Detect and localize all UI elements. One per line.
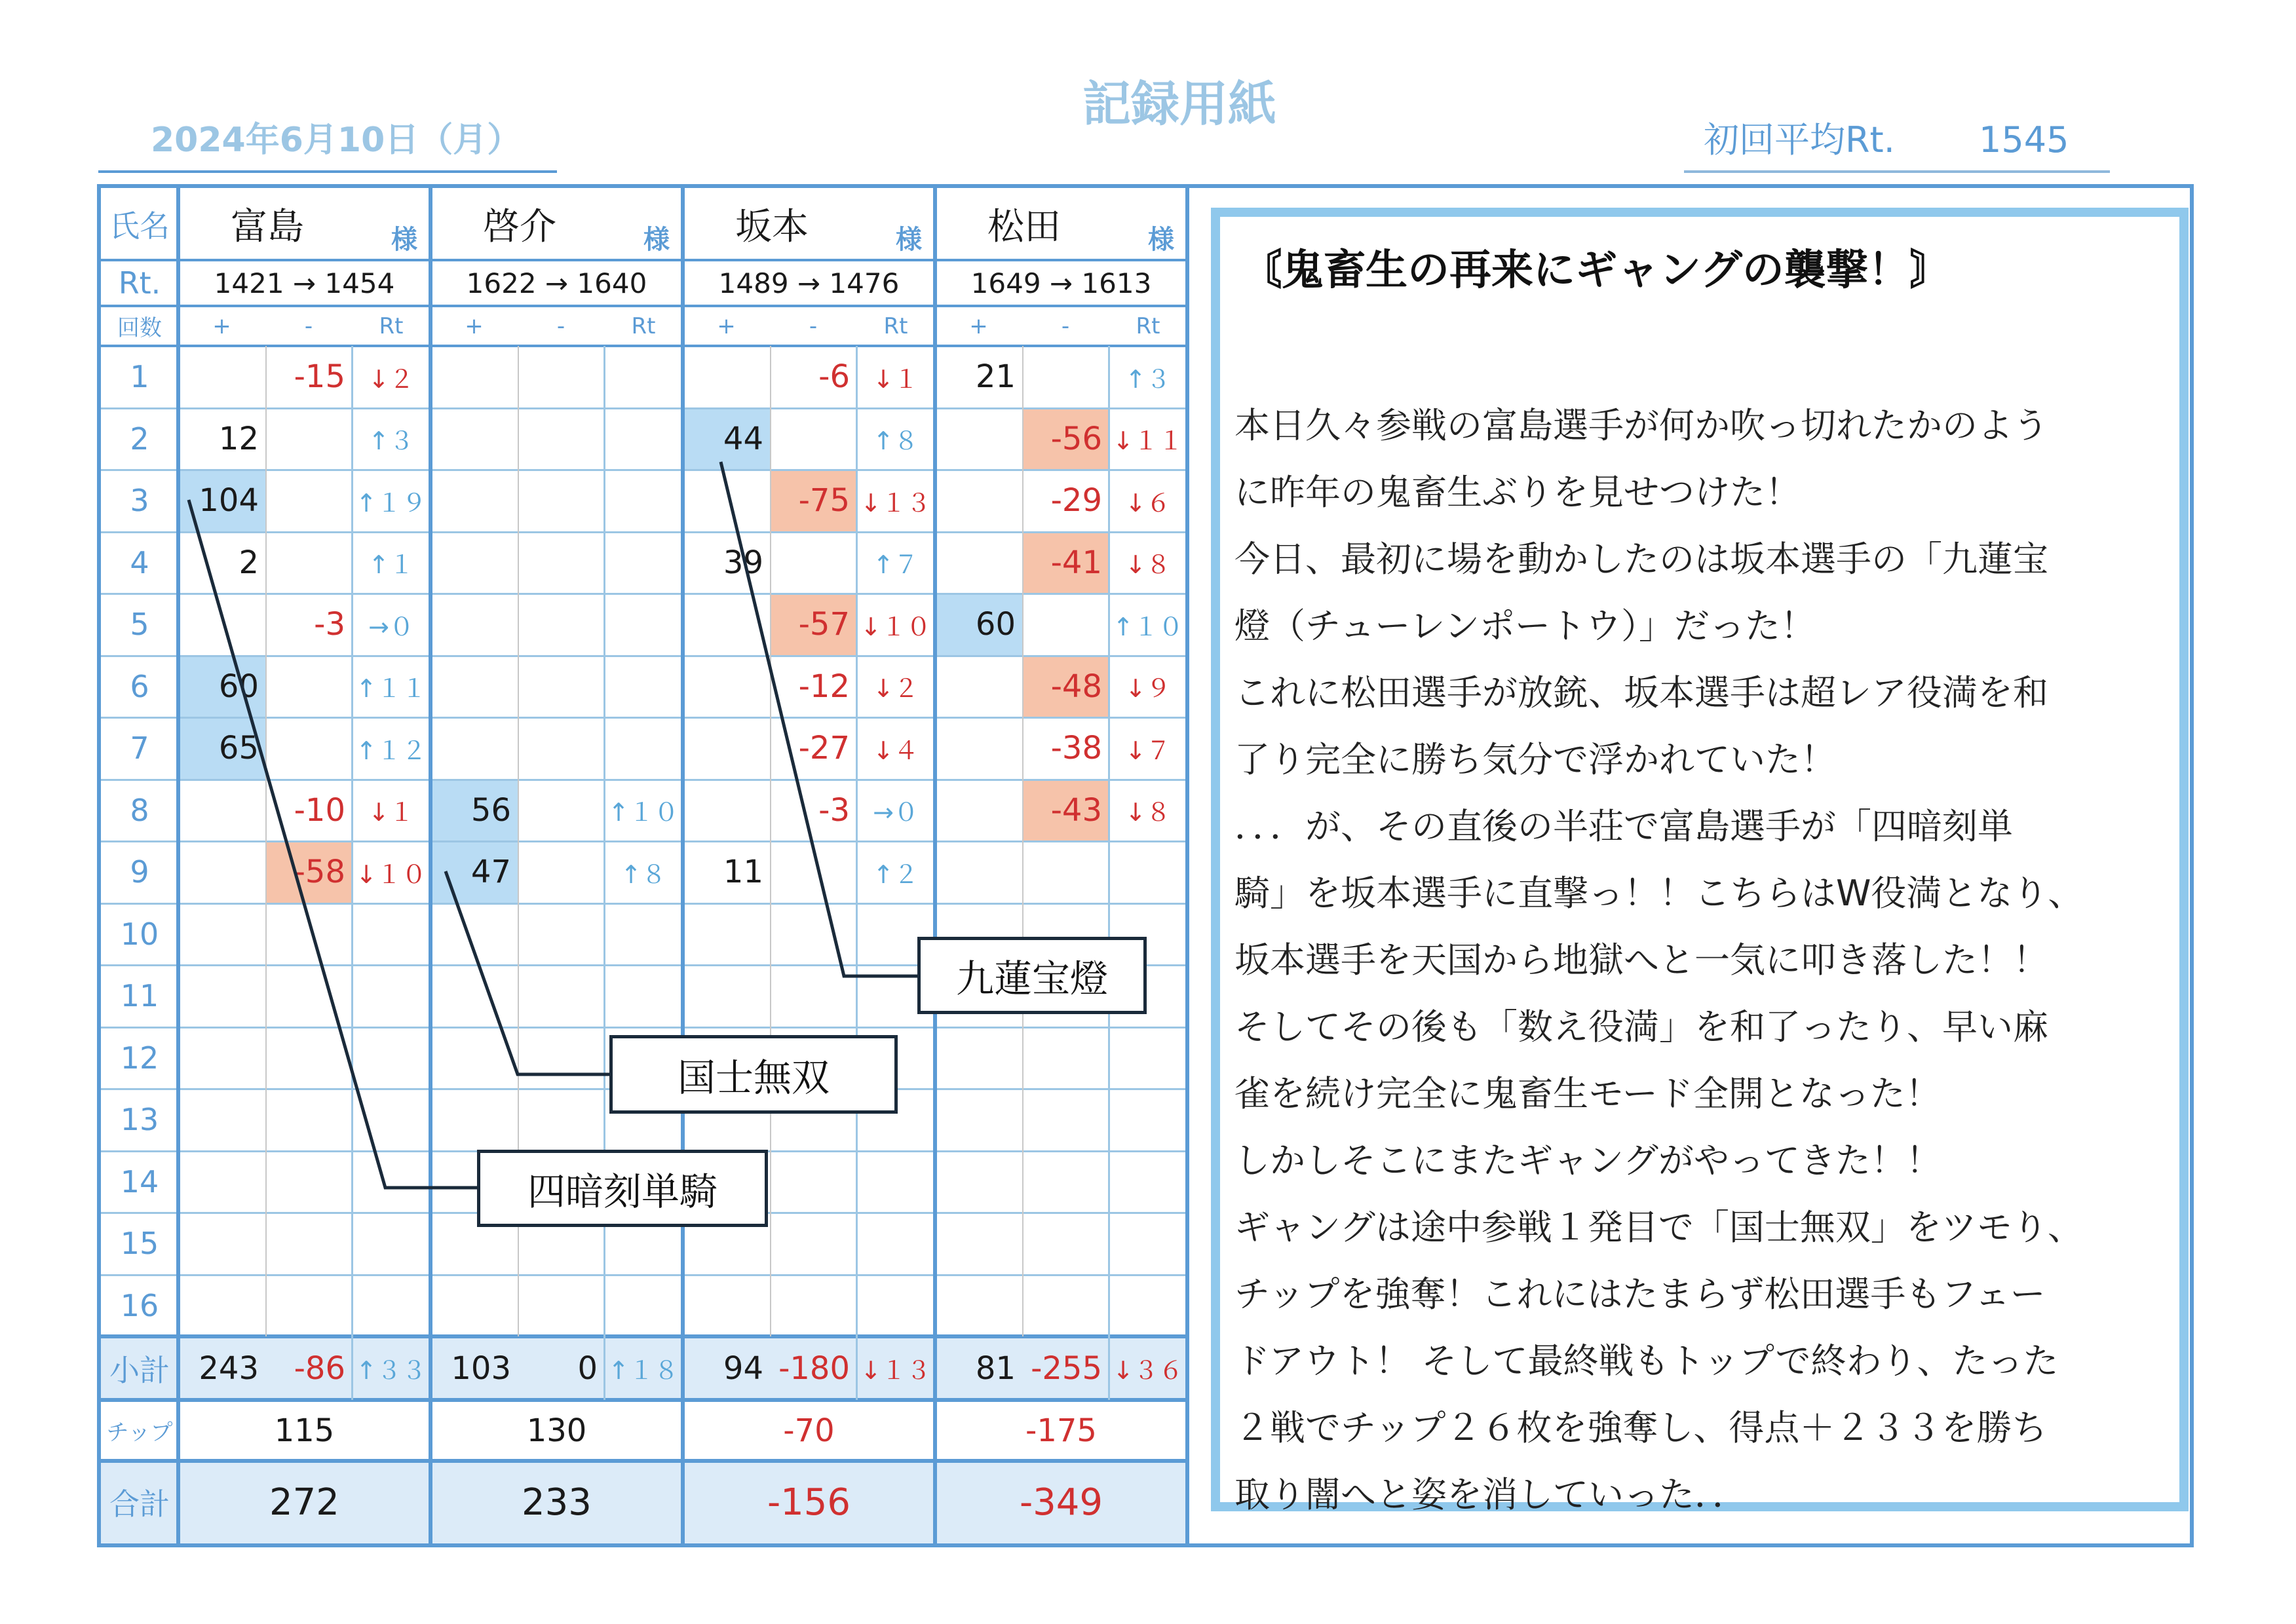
story-line: しかしそこにまたギャングがやってきた！！: [1234, 1140, 1942, 1181]
score-minus[interactable]: [770, 1213, 856, 1275]
rating-change: ↓８: [1125, 550, 1171, 580]
score-minus[interactable]: [518, 470, 604, 532]
story-line: 今日、最初に場を動かしたのは坂本選手の「九蓮宝: [1234, 538, 2048, 580]
subtotal-plus: 81: [935, 1336, 1022, 1400]
grid-line: [101, 305, 1189, 307]
grid-line: [101, 779, 1189, 781]
grid-line: [101, 717, 1189, 719]
grid-line: [351, 1336, 353, 1400]
grid-line: [856, 1336, 858, 1400]
rating-change: [604, 1275, 683, 1337]
score-minus[interactable]: [770, 903, 856, 966]
score-plus[interactable]: [935, 470, 1022, 532]
score-minus[interactable]: -3: [818, 791, 850, 829]
round-number: 8: [130, 792, 149, 828]
score-minus[interactable]: -29: [1050, 482, 1102, 519]
rating-change: ↑３: [1125, 364, 1171, 394]
grid-line: [101, 1398, 1189, 1402]
label-rating: Rt.: [118, 265, 161, 301]
round-number: 13: [120, 1102, 159, 1138]
label-name: 氏名: [109, 208, 170, 244]
story-panel: [1194, 200, 2192, 1538]
story-headline: 〘鬼畜生の再来にギャングの襲撃！〙: [1240, 246, 1952, 295]
rating-change: ↓６: [1125, 488, 1171, 518]
rating-change: [1109, 1089, 1187, 1151]
chip-value: -70: [783, 1412, 835, 1449]
rating-change: ↑１２: [356, 736, 427, 765]
rating-change: [352, 1089, 430, 1151]
score-minus[interactable]: [518, 841, 604, 903]
score-minus[interactable]: [518, 780, 604, 842]
grid-line: [265, 346, 267, 1336]
score-minus[interactable]: -15: [294, 358, 345, 396]
score-plus[interactable]: [430, 1027, 518, 1089]
score-plus[interactable]: [683, 346, 770, 408]
score-minus[interactable]: [265, 717, 352, 780]
grid-line: [681, 188, 685, 1543]
chip-value: 130: [526, 1412, 587, 1449]
score-plus[interactable]: 65: [178, 717, 265, 780]
score-minus[interactable]: -43: [1022, 780, 1109, 842]
rating-change: [1109, 1213, 1187, 1275]
honorific-sama: 様: [896, 224, 922, 255]
callout-suanko: 四暗刻単騎: [477, 1150, 768, 1227]
rating-change: ↑１０: [608, 798, 679, 827]
score-plus[interactable]: [178, 903, 265, 966]
grid-line: [101, 345, 1189, 347]
column-header-rtcol: Rt: [1136, 312, 1160, 339]
score-minus[interactable]: [265, 1027, 352, 1089]
chip-value: 115: [274, 1412, 335, 1449]
rating-change: [604, 656, 683, 718]
score-plus[interactable]: [178, 1027, 265, 1089]
subtotal-plus: 94: [683, 1336, 770, 1400]
score-plus[interactable]: [935, 656, 1022, 718]
score-plus[interactable]: [935, 717, 1022, 780]
player-rating: 1622 → 1640: [466, 267, 647, 299]
round-number: 7: [130, 730, 149, 766]
rating-change: [604, 965, 683, 1027]
score-plus[interactable]: [178, 841, 265, 903]
rating-change: ↓２: [873, 674, 919, 704]
score-minus[interactable]: [518, 1027, 604, 1089]
score-minus[interactable]: [265, 1213, 352, 1275]
rating-change: [604, 470, 683, 532]
score-minus[interactable]: [265, 408, 352, 470]
score-plus[interactable]: 11: [723, 854, 763, 891]
label-chip: チップ: [106, 1420, 173, 1446]
player-rating: 1649 → 1613: [970, 267, 1152, 299]
rating-change: ↑２: [873, 859, 919, 889]
rating-change: [1109, 841, 1187, 903]
score-plus[interactable]: [683, 965, 770, 1027]
round-number: 9: [130, 854, 149, 890]
grid-line: [856, 346, 858, 1336]
score-plus[interactable]: 104: [178, 470, 265, 532]
score-minus[interactable]: -58: [265, 841, 352, 903]
chip-value: -175: [1025, 1412, 1097, 1449]
score-plus[interactable]: [683, 1275, 770, 1337]
score-minus[interactable]: [265, 903, 352, 966]
subtotal-minus: -180: [770, 1336, 856, 1400]
page-title: 記録用紙: [1082, 76, 1276, 132]
rating-change: ↑１１: [356, 674, 427, 704]
player-rating: 1489 → 1476: [718, 267, 900, 299]
story-line: 坂本選手を天国から地獄へと一気に叩き落した！！: [1234, 939, 2048, 981]
grid-line: [101, 593, 1189, 595]
rating-change: [1109, 1151, 1187, 1213]
rating-change: ↑７: [873, 550, 919, 580]
score-plus[interactable]: 12: [218, 420, 259, 457]
score-minus[interactable]: -10: [294, 791, 345, 829]
score-plus[interactable]: [935, 841, 1022, 903]
grid-line: [603, 1336, 605, 1400]
score-minus[interactable]: [518, 532, 604, 594]
score-plus[interactable]: [430, 903, 518, 966]
score-minus[interactable]: -41: [1022, 532, 1109, 594]
player-rating: 1421 → 1454: [214, 267, 395, 299]
column-header-plus: +: [717, 312, 736, 339]
score-minus[interactable]: [265, 532, 352, 594]
subtotal-rating-change: ↓１３: [856, 1336, 935, 1400]
score-plus[interactable]: [178, 1275, 265, 1337]
story-body: [1234, 392, 2178, 1528]
score-minus[interactable]: [265, 656, 352, 718]
score-minus[interactable]: [770, 1151, 856, 1213]
score-plus[interactable]: 60: [935, 594, 1022, 656]
rating-change: ↓１０: [356, 859, 427, 889]
column-header-rtcol: Rt: [631, 312, 656, 339]
round-number: 10: [120, 916, 159, 952]
average-rating: [1684, 118, 2110, 173]
total-score: 272: [178, 1461, 430, 1543]
score-plus[interactable]: [683, 717, 770, 780]
score-plus[interactable]: [178, 1151, 265, 1213]
grid-line: [1108, 1336, 1110, 1400]
grid-line: [770, 346, 771, 1336]
story-line: 取り闇へと姿を消していった．．: [1234, 1474, 1748, 1515]
score-plus[interactable]: [430, 1089, 518, 1151]
grid-line: [1022, 346, 1024, 1336]
score-minus[interactable]: [518, 965, 604, 1027]
score-plus[interactable]: [430, 717, 518, 780]
rating-change: ↓４: [873, 736, 919, 765]
story-line: ．．．が、その直後の半荘で富島選手が「四暗刻単: [1234, 806, 2013, 847]
column-header-plus: +: [969, 312, 988, 339]
rating-change: [856, 1213, 935, 1275]
score-minus[interactable]: [770, 965, 856, 1027]
grid-line: [101, 259, 1189, 261]
rating-change: [352, 1275, 430, 1337]
score-minus[interactable]: [770, 408, 856, 470]
story-line: そしてその後も「数え役満」を和了ったり、早い麻: [1234, 1006, 2048, 1048]
score-minus[interactable]: [265, 1275, 352, 1337]
score-minus[interactable]: [770, 841, 856, 903]
subtotal-minus: 0: [518, 1336, 604, 1400]
subtotal-plus: 243: [178, 1336, 265, 1400]
story-line: ドアウト！ そして最終戦もトップで終わり、たった: [1234, 1340, 2059, 1382]
round-number: 4: [130, 544, 149, 580]
rating-change: ↓２: [368, 364, 414, 394]
label-round: 回数: [117, 315, 162, 341]
score-plus[interactable]: [683, 470, 770, 532]
score-plus[interactable]: [935, 408, 1022, 470]
label-subtotal: 小計: [101, 1336, 178, 1400]
score-plus[interactable]: [178, 780, 265, 842]
round-number: 1: [130, 359, 149, 395]
story-line: 了り完全に勝ち気分で浮かれていた！: [1234, 739, 1836, 780]
score-plus[interactable]: [935, 1027, 1022, 1089]
callout-churen: 九蓮宝燈: [917, 937, 1147, 1014]
score-plus[interactable]: [430, 532, 518, 594]
round-number: 6: [130, 668, 149, 704]
grid-line: [101, 903, 1189, 905]
score-minus[interactable]: [518, 903, 604, 966]
rating-change: [604, 346, 683, 408]
score-minus[interactable]: [265, 470, 352, 532]
score-plus[interactable]: [178, 965, 265, 1027]
player-name: 富島: [231, 206, 304, 248]
grid-line: [176, 188, 180, 1543]
column-header-rtcol: Rt: [883, 312, 908, 339]
subtotal-minus: -86: [265, 1336, 352, 1400]
score-minus[interactable]: [518, 594, 604, 656]
rating-change: [604, 532, 683, 594]
story-line: ２戦でチップ２６枚を強奪し、得点＋２３３を勝ち: [1234, 1407, 2048, 1448]
player-name: 坂本: [735, 206, 809, 248]
rating-change: ↑１９: [356, 488, 427, 518]
score-minus[interactable]: [1022, 1213, 1109, 1275]
round-number: 16: [120, 1287, 159, 1323]
honorific-sama: 様: [643, 224, 670, 255]
score-plus[interactable]: 60: [178, 656, 265, 718]
player-name: 松田: [987, 206, 1061, 248]
column-header-minus: -: [1061, 312, 1070, 339]
score-plus[interactable]: [178, 1213, 265, 1275]
column-header-minus: -: [304, 312, 313, 339]
score-minus[interactable]: [1022, 594, 1109, 656]
score-plus[interactable]: [935, 1275, 1022, 1337]
average-rating-value: 1545: [1979, 119, 2069, 161]
score-minus[interactable]: [1022, 1151, 1109, 1213]
rating-change: ↓１: [873, 364, 919, 394]
score-minus[interactable]: [770, 1275, 856, 1337]
grid-line: [101, 655, 1189, 657]
score-minus[interactable]: -27: [798, 730, 850, 767]
rating-change: [604, 408, 683, 470]
score-plus[interactable]: [935, 1089, 1022, 1151]
score-minus[interactable]: [518, 656, 604, 718]
label-total: 合計: [101, 1461, 178, 1543]
round-number: 12: [120, 1040, 159, 1076]
rating-change: ↑１: [368, 550, 414, 580]
rating-change: ↑１０: [1113, 612, 1183, 641]
rating-change: [604, 717, 683, 780]
round-number: 15: [120, 1226, 159, 1262]
score-minus[interactable]: [770, 532, 856, 594]
score-minus[interactable]: [518, 1275, 604, 1337]
column-header-plus: +: [212, 312, 231, 339]
score-minus[interactable]: [1022, 1027, 1109, 1089]
grid-line: [101, 407, 1189, 409]
date-field: 2024年6月10日（月）: [98, 118, 557, 173]
score-minus[interactable]: -75: [770, 470, 856, 532]
grid-line: [101, 1334, 1189, 1338]
total-score: -156: [683, 1461, 935, 1543]
grid-line: [101, 1027, 1189, 1029]
round-number: 14: [120, 1163, 159, 1199]
round-number: 11: [120, 978, 159, 1014]
grid-line: [1185, 188, 1189, 1543]
score-minus[interactable]: [518, 717, 604, 780]
rating-change: [352, 1151, 430, 1213]
story-frame: [1211, 208, 2189, 1515]
score-plus[interactable]: [683, 656, 770, 718]
story-line: これに松田選手が放銃、坂本選手は超レア役満を和: [1234, 672, 2048, 713]
callout-kokushi: 国士無双: [609, 1035, 898, 1114]
score-minus[interactable]: [1022, 346, 1109, 408]
score-minus[interactable]: -6: [818, 358, 850, 396]
score-plus[interactable]: [935, 1151, 1022, 1213]
subtotal-plus: 103: [430, 1336, 518, 1400]
honorific-sama: 様: [391, 224, 417, 255]
grid-line: [429, 188, 432, 1543]
story-line: 燈（チューレンポートウ）」だった！: [1234, 605, 1816, 647]
grid-line: [1108, 346, 1110, 1336]
score-plus[interactable]: [430, 408, 518, 470]
column-header-rtcol: Rt: [379, 312, 404, 339]
grid-line: [101, 840, 1189, 842]
rating-change: [856, 1275, 935, 1337]
column-header-minus: -: [556, 312, 565, 339]
grid-line: [101, 1274, 1189, 1276]
round-number: 3: [130, 483, 149, 519]
subtotal-minus: -255: [1022, 1336, 1109, 1400]
score-plus[interactable]: 21: [975, 358, 1016, 396]
total-score: -349: [935, 1461, 1187, 1543]
score-minus[interactable]: [265, 1151, 352, 1213]
rating-change: →０: [873, 798, 919, 827]
score-plus[interactable]: [935, 780, 1022, 842]
round-number: 5: [130, 607, 149, 643]
score-minus[interactable]: -3: [314, 606, 345, 643]
score-minus[interactable]: -48: [1022, 656, 1109, 718]
story-line: ギャングは途中参戦１発目で「国士無双」をツモり、: [1234, 1207, 2083, 1248]
rating-change: ↓１: [368, 798, 414, 827]
score-minus[interactable]: -57: [770, 594, 856, 656]
rating-change: ↑８: [621, 859, 666, 889]
total-score: 233: [430, 1461, 683, 1543]
subtotal-rating-change: ↓３６: [1109, 1336, 1187, 1400]
score-minus[interactable]: [518, 1089, 604, 1151]
subtotal-rating-change: ↑３３: [352, 1336, 430, 1400]
score-plus[interactable]: [430, 594, 518, 656]
grid-line: [101, 469, 1189, 471]
score-plus[interactable]: 2: [239, 544, 259, 581]
grid-line: [101, 531, 1189, 533]
grid-line: [933, 188, 937, 1543]
rating-change: [352, 903, 430, 966]
rating-change: ↓１３: [860, 488, 931, 518]
score-plus[interactable]: [935, 1213, 1022, 1275]
honorific-sama: 様: [1148, 224, 1174, 255]
score-plus[interactable]: 39: [723, 544, 763, 581]
score-minus[interactable]: [518, 346, 604, 408]
score-plus[interactable]: [178, 594, 265, 656]
rating-change: [352, 1213, 430, 1275]
rating-change: ↓９: [1125, 674, 1171, 704]
score-plus[interactable]: [178, 1089, 265, 1151]
story-line: チップを強奪！これにはたまらず松田選手もフェー: [1234, 1274, 2046, 1315]
score-minus[interactable]: [265, 965, 352, 1027]
rating-change: [1109, 1275, 1187, 1337]
score-plus[interactable]: [935, 532, 1022, 594]
rating-change: ↓８: [1125, 798, 1171, 827]
rating-change: ↓１０: [860, 612, 931, 641]
rating-change: →０: [368, 612, 414, 641]
score-plus[interactable]: 56: [430, 780, 518, 842]
grid-line: [351, 346, 353, 1336]
score-plus[interactable]: 47: [430, 841, 518, 903]
score-plus[interactable]: [683, 780, 770, 842]
story-line: 雀を続け完全に鬼畜生モード全開となった！: [1234, 1073, 1941, 1114]
score-minus[interactable]: [1022, 1275, 1109, 1337]
average-rating-label: 初回平均Rt.: [1704, 119, 1895, 161]
score-plus[interactable]: [430, 346, 518, 408]
rating-change: [352, 1027, 430, 1089]
score-plus[interactable]: [430, 1275, 518, 1337]
rating-change: ↑８: [873, 426, 919, 456]
round-number: 2: [130, 421, 149, 457]
rating-change: [1109, 1027, 1187, 1089]
score-minus[interactable]: [265, 1089, 352, 1151]
score-plus[interactable]: [683, 903, 770, 966]
score-minus[interactable]: -56: [1022, 408, 1109, 470]
score-grid: [101, 188, 1189, 1543]
column-header-plus: +: [465, 312, 484, 339]
score-minus[interactable]: [518, 408, 604, 470]
story-line: 騎」を坂本選手に直撃っ！！こちらはW役満となり、: [1234, 873, 2084, 914]
rating-change: ↓１１: [1113, 426, 1183, 456]
score-plus[interactable]: [178, 346, 265, 408]
rating-change: ↓７: [1125, 736, 1171, 765]
rating-change: [856, 1151, 935, 1213]
record-sheet: [97, 184, 2194, 1547]
story-line: 本日久々参戦の富島選手が何か吹っ切れたかのよう: [1234, 405, 2048, 446]
score-plus[interactable]: [430, 965, 518, 1027]
rating-change: [604, 903, 683, 966]
column-header-minus: -: [809, 312, 818, 339]
score-plus[interactable]: [430, 470, 518, 532]
grid-line: [101, 1459, 1189, 1463]
story-line: に昨年の鬼畜生ぶりを見せつけた！: [1234, 472, 1801, 513]
rating-change: [604, 594, 683, 656]
rating-change: [352, 965, 430, 1027]
score-plus[interactable]: [683, 594, 770, 656]
score-plus[interactable]: [430, 656, 518, 718]
rating-change: ↑３: [368, 426, 414, 456]
score-plus[interactable]: 44: [683, 408, 770, 470]
subtotal-rating-change: ↑１８: [604, 1336, 683, 1400]
score-minus[interactable]: [1022, 841, 1109, 903]
score-minus[interactable]: [1022, 1089, 1109, 1151]
score-minus[interactable]: -38: [1050, 730, 1102, 767]
score-minus[interactable]: -12: [798, 668, 850, 705]
player-name: 啓介: [483, 206, 556, 248]
